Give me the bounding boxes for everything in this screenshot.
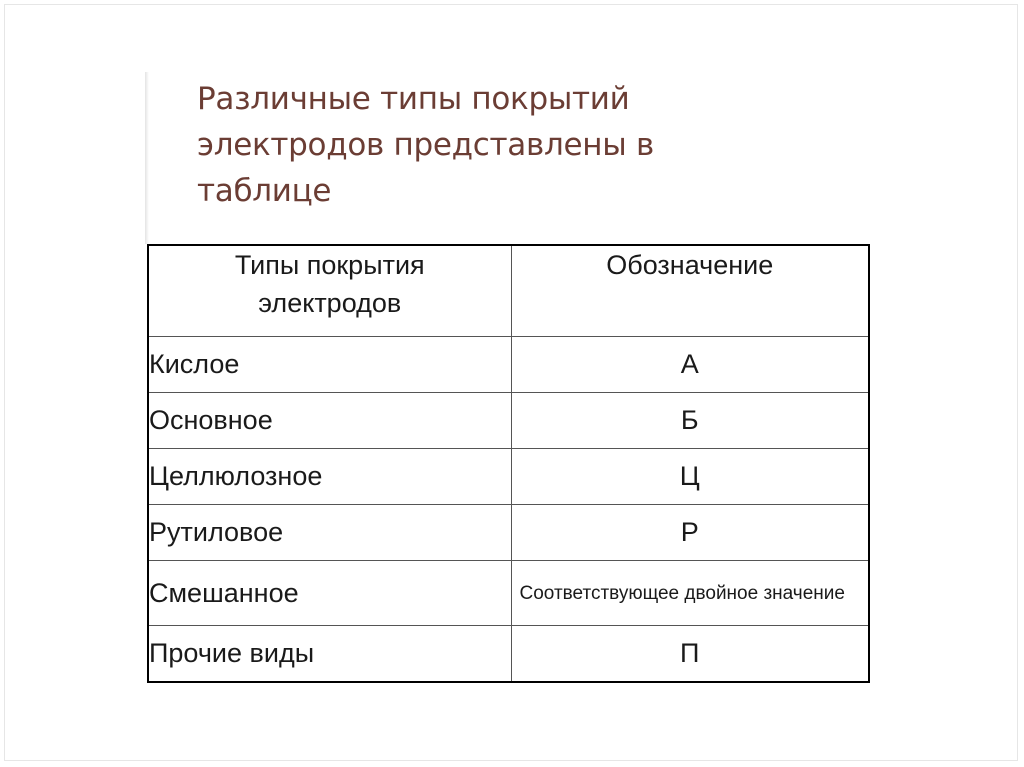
cell-coating-type: Смешанное bbox=[148, 561, 511, 626]
cell-coating-type: Рутиловое bbox=[148, 505, 511, 561]
table-row bbox=[148, 505, 869, 561]
coating-types-table bbox=[147, 244, 870, 683]
cell-designation: Р bbox=[511, 505, 869, 561]
table-header-row bbox=[148, 245, 869, 337]
slide-edge-shadow bbox=[145, 72, 149, 244]
slide-title: Различные типы покрытий электродов представлены в таблице bbox=[197, 81, 654, 209]
table-row bbox=[148, 393, 869, 449]
cell-designation: А bbox=[511, 337, 869, 393]
table-row bbox=[148, 449, 869, 505]
cell-designation: П bbox=[511, 626, 869, 683]
cell-designation: Соответствующее двойное значение bbox=[511, 561, 869, 626]
header-coating-type-label: Типы покрытия электродов bbox=[234, 250, 425, 318]
cell-designation: Ц bbox=[511, 449, 869, 505]
table-row bbox=[148, 337, 869, 393]
cell-coating-type: Основное bbox=[148, 393, 511, 449]
table-row bbox=[148, 626, 869, 683]
cell-designation: Б bbox=[511, 393, 869, 449]
header-designation: Обозначение bbox=[511, 245, 869, 337]
header-coating-type bbox=[148, 245, 511, 337]
table-row bbox=[148, 561, 869, 626]
cell-coating-type: Кислое bbox=[148, 337, 511, 393]
cell-coating-type: Целлюлозное bbox=[148, 449, 511, 505]
cell-coating-type: Прочие виды bbox=[148, 626, 511, 683]
